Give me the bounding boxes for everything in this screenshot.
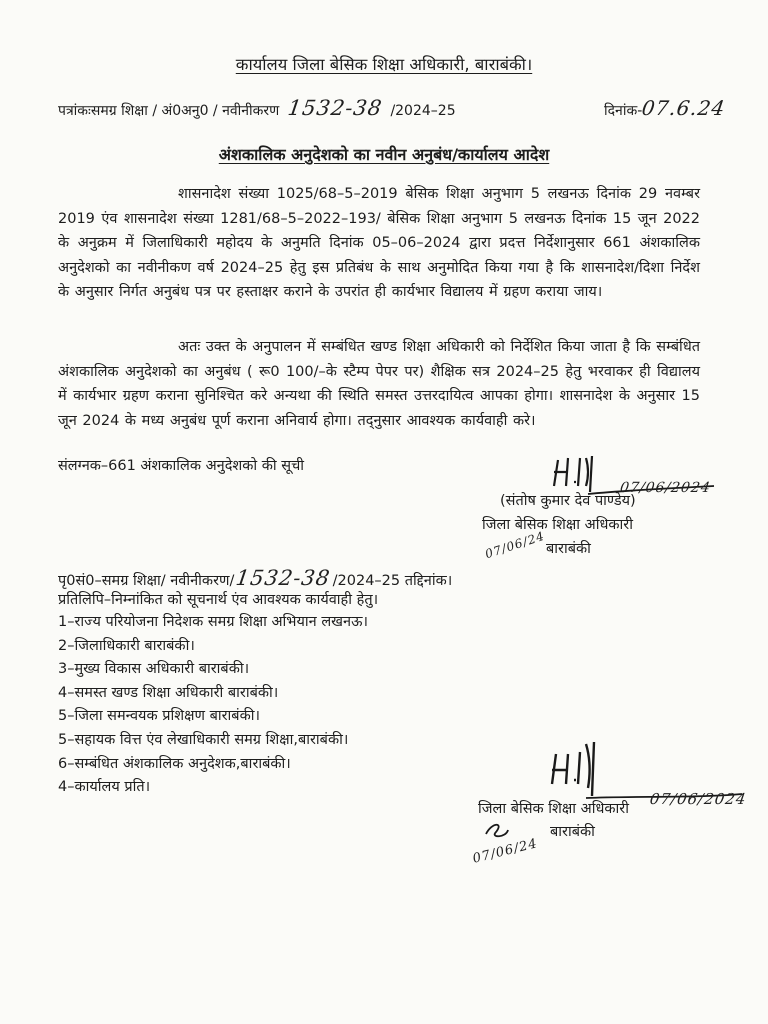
enclosure-line: संलग्नक–661 अंशकालिक अनुदेशको की सूची	[58, 458, 305, 474]
date-label: दिनांक-	[604, 103, 643, 119]
signatory-designation-2: जिला बेसिक शिक्षा अधिकारी	[478, 801, 629, 817]
list-item: 6–सम्बंधित अंशकालिक अनुदेशक,बाराबंकी।	[58, 755, 291, 772]
list-item: 2–जिलाधिकारी बाराबंकी।	[58, 637, 195, 654]
copy-reference-prefix: पृ0सं0–समग्र शिक्षा/ नवीनीकरण/	[58, 573, 235, 589]
handwritten-date: 07.6.24	[640, 96, 728, 120]
list-item: 5–सहायक वित्त एंव लेखाधिकारी समग्र शिक्षा,बाराबंकी।	[58, 731, 349, 748]
subject-heading: अंशकालिक अनुदेशको का नवीन अनुबंध/कार्यालय आदेश	[218, 145, 550, 164]
handwritten-signature-date-1: 07/06/2024	[618, 480, 712, 496]
copy-reference-line	[58, 566, 452, 590]
signatory-place-1: बाराबंकी	[546, 541, 591, 557]
date-line	[604, 96, 726, 120]
list-item: 4–समस्त खण्ड शिक्षा अधिकारी बाराबंकी।	[58, 684, 279, 701]
list-item: 5–जिला समन्वयक प्रशिक्षण बाराबंकी।	[58, 708, 260, 725]
signatory-place-2: बाराबंकी	[550, 824, 595, 840]
signatory-designation-1: जिला बेसिक शिक्षा अधिकारी	[482, 517, 633, 533]
initial-mark-icon	[482, 818, 512, 840]
handwritten-signature-date-2: 07/06/2024	[648, 790, 748, 808]
office-title: कार्यालय जिला बेसिक शिक्षा अधिकारी, बाराबंकी।	[235, 55, 533, 74]
signatory-name: (संतोष कुमार देव पाण्डेय)	[500, 493, 636, 509]
recipient-list	[58, 611, 368, 800]
reference-year: /2024–25	[390, 103, 456, 119]
handwritten-initial-date-1: 07/06/24	[483, 528, 547, 562]
handwritten-initial-date-2: 07/06/24	[471, 836, 540, 867]
copy-intro: प्रतिलिपि–निम्नांकित को सूचनार्थ एंव आवश्यक कार्यवाही हेतु।	[58, 592, 379, 608]
copy-handwritten-reference-number: 1532-38	[234, 566, 333, 590]
copy-reference-suffix: /2024–25 तद्दिनांक।	[332, 573, 453, 589]
list-item: 1–राज्य परियोजना निदेशक समग्र शिक्षा अभियान लखनऊ।	[58, 614, 368, 630]
reference-line	[58, 96, 456, 120]
reference-prefix: पत्रांकःसमग्र शिक्षा / अं0अनु0 / नवीनीकरण	[58, 103, 280, 119]
body-paragraph-1: शासनादेश संख्या 1025/68–5–2019 बेसिक शिक्षा अनुभाग 5 लखनऊ दिनांक 29 नवम्बर 2019 एंव शासनादेश संख्या 1281/68–5–2022–193/ बेसिक शिक्षा अनुभाग 5 लखनऊ दिनांक 15 जून 2022 के अनुक्रम में जिलाधिकारी महोदय के अनुमति दिनांक 05–06–2024 द्वारा प्रदत्त निर्देशानुसार 661 अंशकालिक अनुदेशको का नवीनीकण वर्ष 2024–25 हेतु इस प्रतिबंध के साथ अनुमोदित किया गया है कि शासनादेश/दिशा निर्देश के अनुसार निर्गत अनुबंध पत्र पर हस्ताक्षर कराने के उपरांत ही कार्यभार विद्यालय में ग्रहण कराया जाय।	[58, 186, 700, 301]
list-item: 3–मुख्य विकास अधिकारी बाराबंकी।	[58, 661, 250, 678]
list-item: 4–कार्यालय प्रति।	[58, 779, 151, 796]
body-paragraph-2: अतः उक्त के अनुपालन में सम्बंधित खण्ड शिक्षा अधिकारी को निर्देशित किया जाता है कि सम्बंधित अंशकालिक अनुदेशको का अनुबंध ( रू0 100/–के स्टैम्प पेपर पर) शैक्षिक सत्र 2024–25 हेतु भरवाकर ही विद्यालय में कार्यभार ग्रहण कराना सुनिश्चित करे अन्यथा की स्थिति समस्त उत्तरदायित्व आपका होगा। शासनादेश के अनुसार 15 जून 2024 के मध्य अनुबंध पूर्ण कराना अनिवार्य होगा। तद्नुसार आवश्यक कार्यवाही करे।	[58, 339, 700, 429]
handwritten-reference-number: 1532-38	[286, 96, 384, 120]
